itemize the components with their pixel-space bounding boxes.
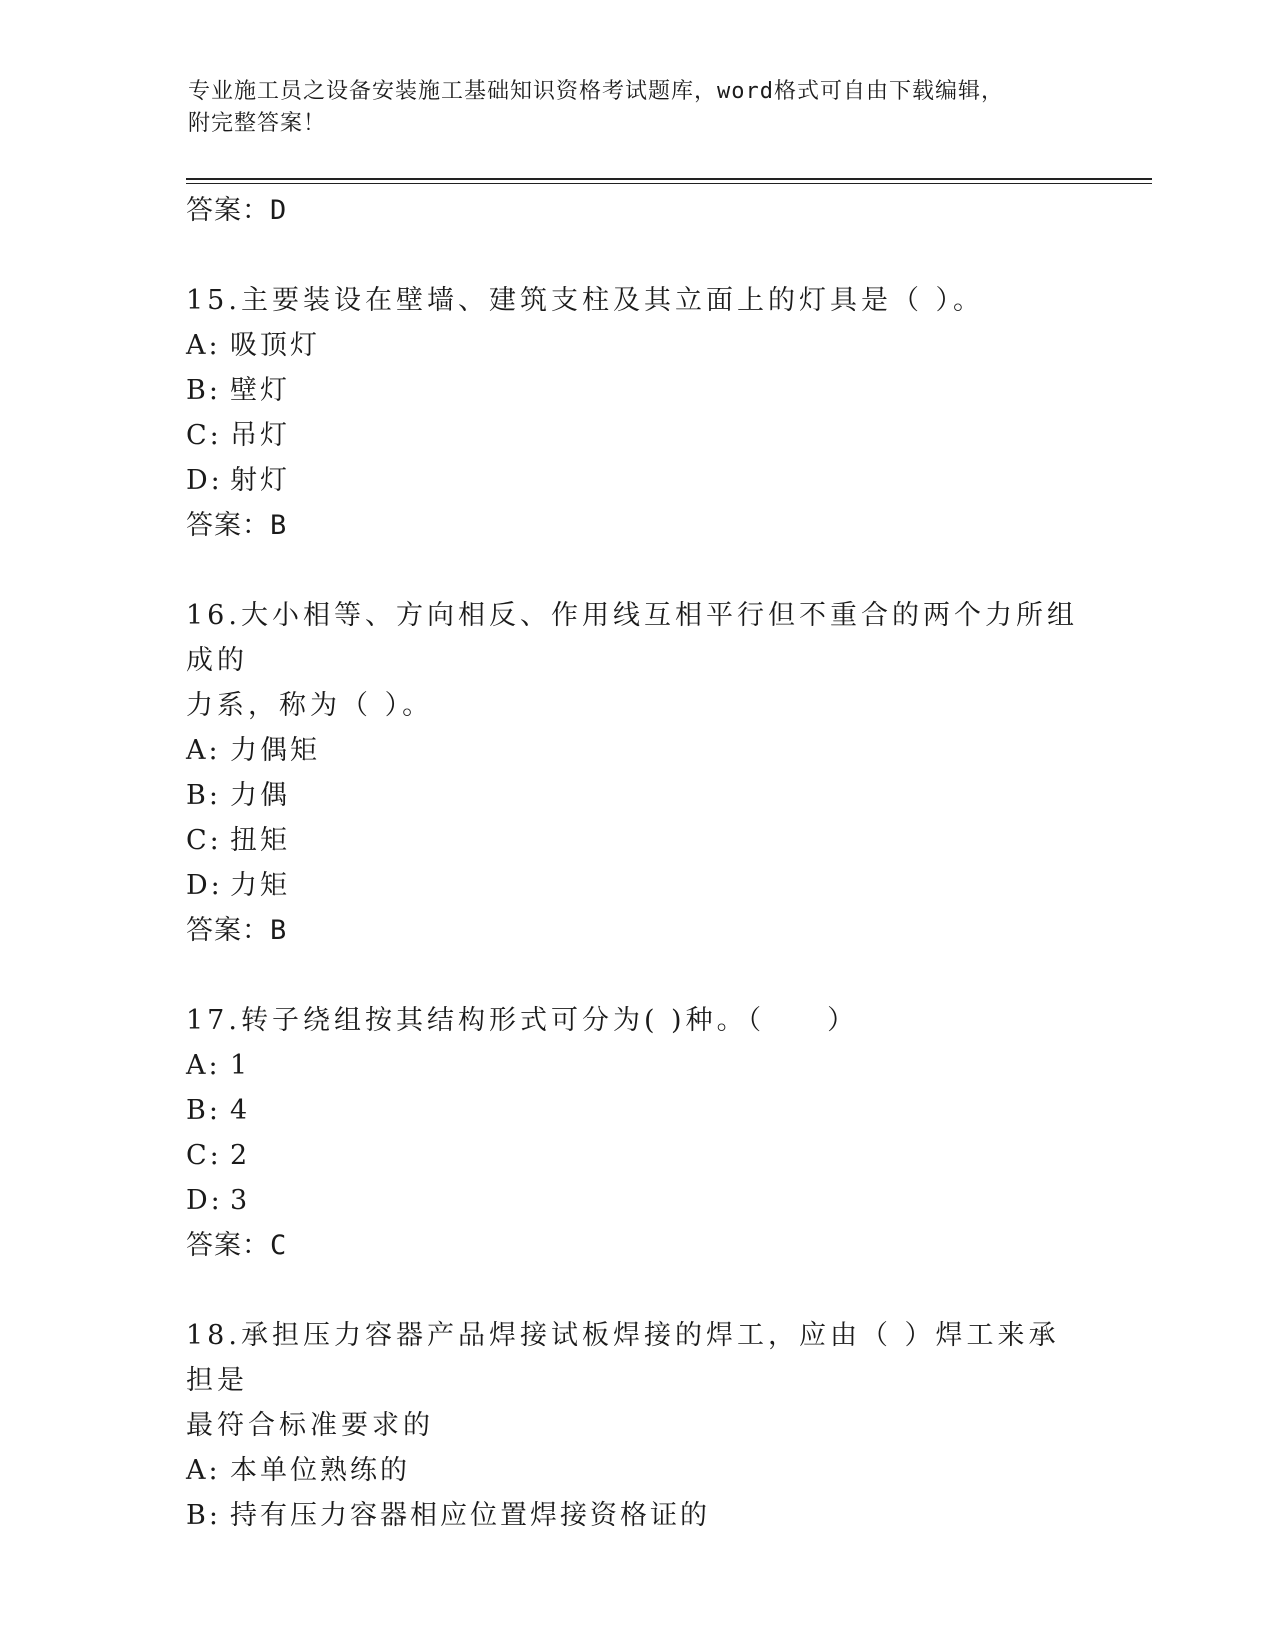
question-text-line-2: 最符合标准要求的 bbox=[186, 1410, 434, 1441]
option-text: 力矩 bbox=[230, 870, 290, 901]
option-c bbox=[186, 818, 1086, 863]
option-letter: C: bbox=[186, 420, 222, 451]
option-text: 吊灯 bbox=[230, 420, 290, 451]
answer-value: D bbox=[270, 195, 288, 226]
question-18 bbox=[186, 1313, 1086, 1538]
answer-label: 答案： bbox=[186, 915, 270, 946]
option-c bbox=[186, 413, 1086, 458]
option-letter: C: bbox=[186, 1140, 222, 1171]
option-text: 射灯 bbox=[230, 465, 290, 496]
option-c bbox=[186, 1133, 1086, 1178]
question-text: 17.转子绕组按其结构形式可分为( )种。（ ） bbox=[186, 1005, 859, 1036]
option-text: 吸顶灯 bbox=[230, 330, 320, 361]
option-letter: A: bbox=[186, 330, 221, 361]
option-b bbox=[186, 1493, 1086, 1538]
question-text-line-2: 力系，称为（ ）。 bbox=[186, 690, 434, 721]
option-letter: B: bbox=[186, 1095, 221, 1126]
question-16 bbox=[186, 593, 1086, 954]
option-text: 1 bbox=[230, 1050, 251, 1081]
answer-value: C bbox=[270, 1230, 288, 1261]
answer-line bbox=[186, 503, 1086, 549]
option-d bbox=[186, 863, 1086, 908]
option-a bbox=[186, 728, 1086, 773]
option-letter: A: bbox=[186, 1050, 221, 1081]
option-text: 本单位熟练的 bbox=[230, 1455, 410, 1486]
question-17 bbox=[186, 998, 1086, 1269]
option-text: 力偶 bbox=[230, 780, 290, 811]
page-header bbox=[188, 76, 1088, 140]
answer-label: 答案： bbox=[186, 1230, 270, 1261]
answer-line-prev bbox=[186, 188, 1086, 234]
option-letter: A: bbox=[186, 1455, 221, 1486]
question-text-line-1: 18.承担压力容器产品焊接试板焊接的焊工，应由（ ）焊工来承担是 bbox=[186, 1320, 1060, 1396]
question-text: 15.主要装设在壁墙、建筑支柱及其立面上的灯具是（ ）。 bbox=[186, 285, 985, 316]
answer-line bbox=[186, 908, 1086, 954]
option-text: 扭矩 bbox=[230, 825, 290, 856]
option-d bbox=[186, 458, 1086, 503]
option-letter: A: bbox=[186, 735, 221, 766]
option-b bbox=[186, 773, 1086, 818]
option-a bbox=[186, 1448, 1086, 1493]
answer-label: 答案： bbox=[186, 510, 270, 541]
answer-value: B bbox=[270, 510, 288, 541]
answer-line bbox=[186, 1223, 1086, 1269]
option-text: 3 bbox=[230, 1185, 251, 1216]
option-text: 2 bbox=[230, 1140, 251, 1171]
option-letter: B: bbox=[186, 780, 221, 811]
option-letter: B: bbox=[186, 1500, 221, 1531]
header-line-2: 附完整答案！ bbox=[188, 111, 327, 136]
question-text-line-1: 16.大小相等、方向相反、作用线互相平行但不重合的两个力所组成的 bbox=[186, 600, 1078, 676]
question-list bbox=[186, 188, 1086, 1538]
question-15 bbox=[186, 278, 1086, 549]
question-text bbox=[186, 1313, 1086, 1448]
answer-label: 答案： bbox=[186, 195, 270, 226]
option-b bbox=[186, 1088, 1086, 1133]
option-text: 壁灯 bbox=[230, 375, 290, 406]
answer-value: B bbox=[270, 915, 288, 946]
option-b bbox=[186, 368, 1086, 413]
option-text: 持有压力容器相应位置焊接资格证的 bbox=[230, 1500, 710, 1531]
option-letter: D: bbox=[186, 870, 223, 901]
option-a bbox=[186, 1043, 1086, 1088]
header-divider-thin bbox=[186, 183, 1152, 184]
header-divider-thick bbox=[186, 178, 1152, 180]
option-text: 4 bbox=[230, 1095, 251, 1126]
option-a bbox=[186, 323, 1086, 368]
option-letter: D: bbox=[186, 465, 223, 496]
question-text bbox=[186, 593, 1086, 728]
header-line-1: 专业施工员之设备安装施工基础知识资格考试题库，word格式可自由下载编辑， bbox=[188, 79, 1004, 104]
option-d bbox=[186, 1178, 1086, 1223]
option-letter: D: bbox=[186, 1185, 223, 1216]
option-letter: B: bbox=[186, 375, 221, 406]
option-letter: C: bbox=[186, 825, 222, 856]
option-text: 力偶矩 bbox=[230, 735, 320, 766]
